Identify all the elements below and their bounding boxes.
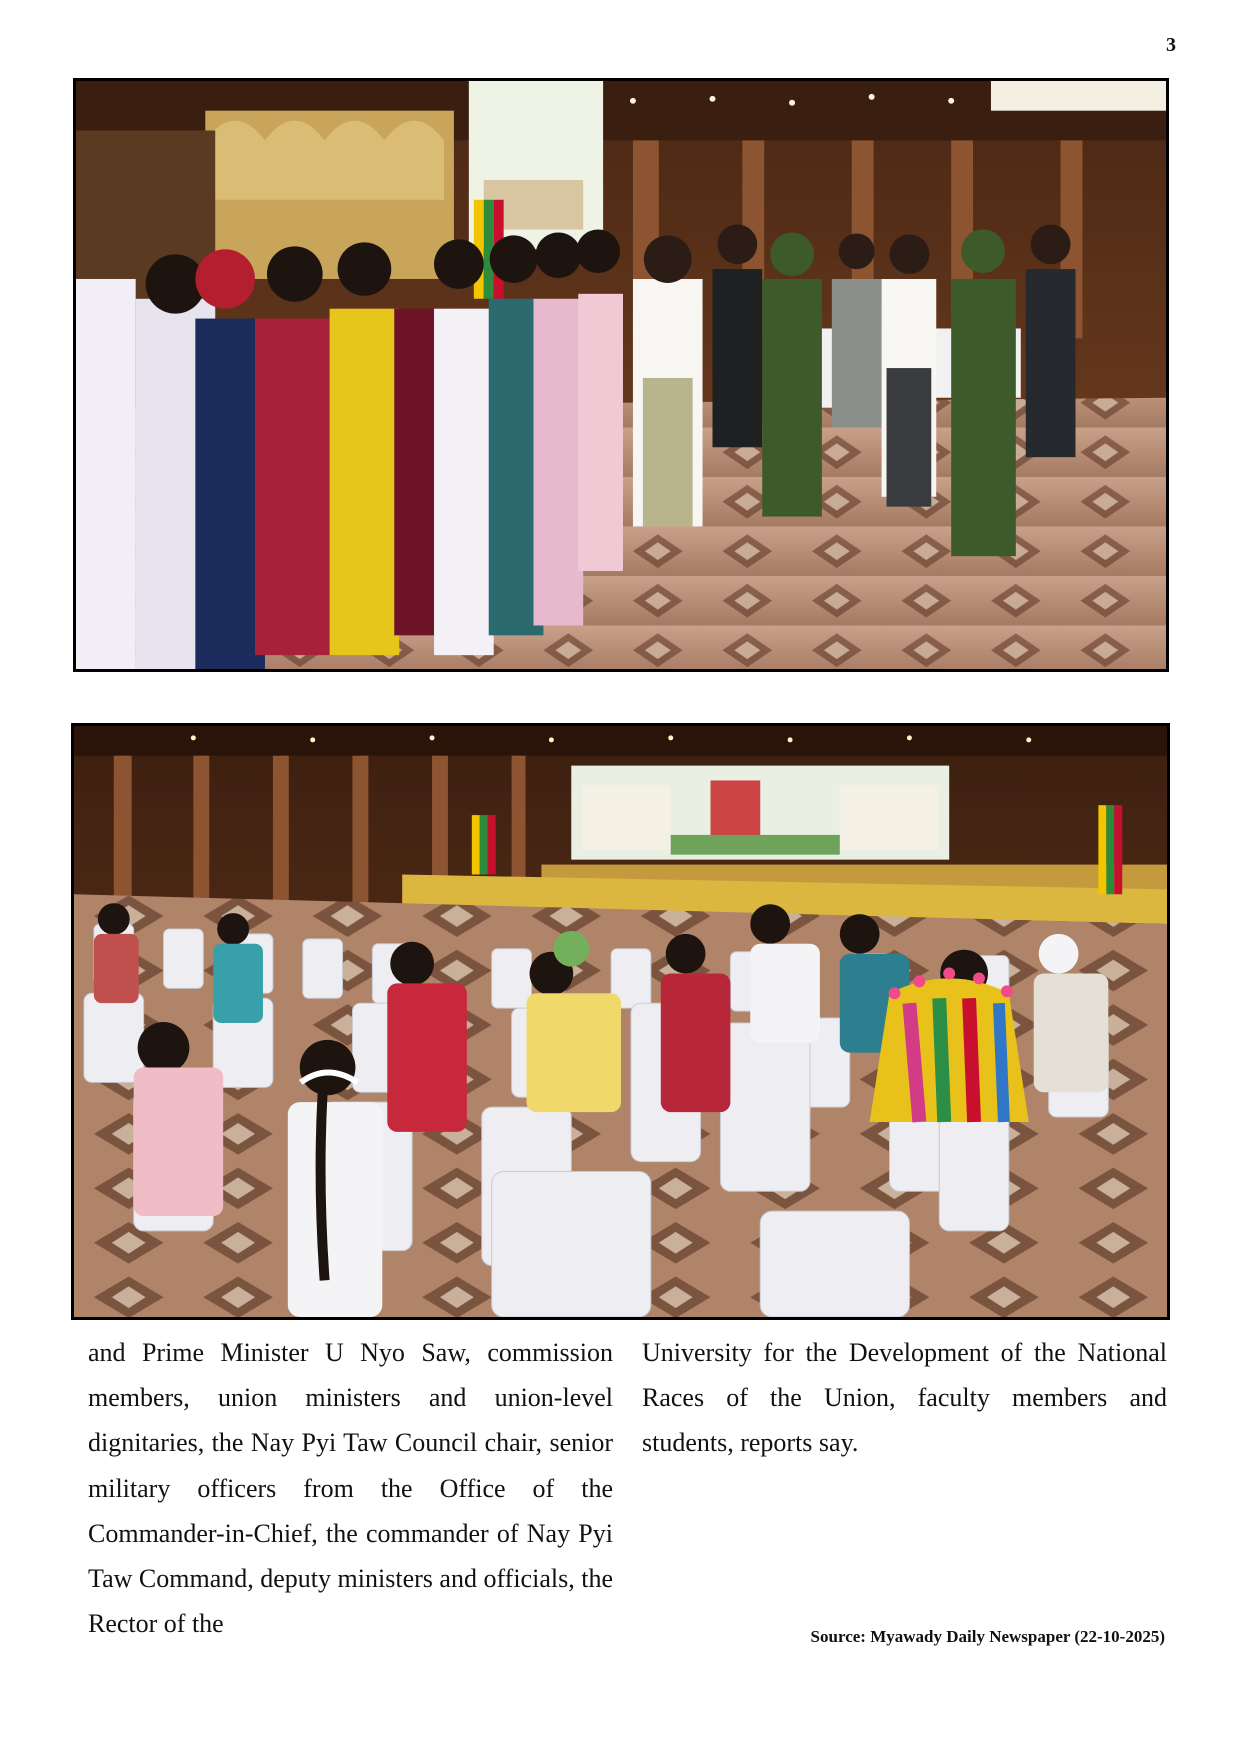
page-number: 3: [1166, 34, 1176, 56]
article-column-right: University for the Development of the National Races of the Union, faculty members and students, reports say.: [642, 1338, 1167, 1458]
photo-audience-hall: [71, 723, 1170, 1320]
article-column-left: and Prime Minister U Nyo Saw, commission members, union ministers and union-level dignitaries, the Nay Pyi Taw Council chair, senior military officers from the Office of the Commander-in-Chief, the commander of Nay Pyi Taw Command, deputy ministers and officials, the Rector of the: [88, 1338, 613, 1639]
source-credit: Source: Myawady Daily Newspaper (22-10-2025): [810, 1627, 1165, 1646]
photo-greeting-ceremony: [73, 78, 1169, 672]
